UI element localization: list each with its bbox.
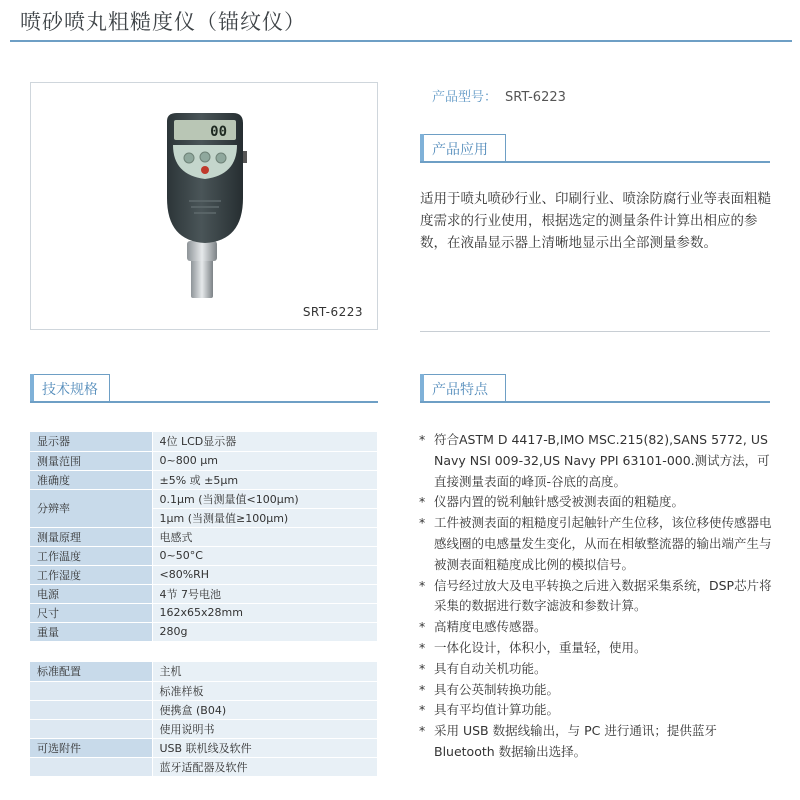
config-item: USB 联机线及软件 (152, 738, 378, 757)
table-row (30, 700, 378, 719)
list-item: * 高精度电感传感器。 (418, 617, 778, 638)
config-item: 主机 (152, 662, 378, 681)
roughness-tester-image (31, 83, 379, 331)
table-row (30, 622, 378, 641)
section-heading-specs: 技术规格 (30, 374, 110, 402)
list-item: * 仪器内置的锐利触针感受被测表面的粗糙度。 (418, 492, 778, 513)
list-item: * 具有公英制转换功能。 (418, 680, 778, 701)
config-key: 可选附件 (30, 738, 152, 757)
list-item: * 工件被测表面的粗糙度引起触针产生位移，该位移使传感器电感线圈的电感量发生变化，从而在相敏整流器的输出端产生与被测表面粗糙度成比例的模拟信号。 (418, 513, 778, 575)
table-row (30, 681, 378, 700)
config-key-empty (30, 700, 152, 719)
table-row (30, 757, 378, 776)
config-item: 标准样板 (152, 681, 378, 700)
table-row (30, 489, 378, 508)
spec-value: ±5% 或 ±5μm (152, 470, 378, 489)
spec-value: 4节 7号电池 (152, 584, 378, 603)
table-row (30, 719, 378, 738)
spec-key: 尺寸 (30, 603, 152, 622)
model-value: SRT-6223 (505, 90, 566, 105)
spec-value: <80%RH (152, 565, 378, 584)
title-divider (10, 40, 792, 42)
page-title: 喷砂喷丸粗糙度仪（锚纹仪） (20, 10, 306, 34)
spec-key: 准确度 (30, 470, 152, 489)
section-rule-application (420, 161, 770, 163)
spec-value: 电感式 (152, 527, 378, 546)
spec-value: 162x65x28mm (152, 603, 378, 622)
spec-value: 4位 LCD显示器 (152, 432, 378, 451)
config-key: 标准配置 (30, 662, 152, 681)
table-row (30, 584, 378, 603)
table-row (30, 662, 378, 681)
model-label: 产品型号： (432, 90, 498, 105)
table-row (30, 470, 378, 489)
config-item: 便携盒 (B04) (152, 700, 378, 719)
application-text: 适用于喷丸喷砂行业、印刷行业、喷涂防腐行业等表面粗糙度需求的行业使用，根据选定的测量条件计算出相应的参数，在液晶显示器上清晰地显示出全部测量参数。 (420, 191, 771, 251)
config-key-empty (30, 757, 152, 776)
list-item: * 符合ASTM D 4417-B,IMO MSC.215(82),SANS 5772, US Navy NSI 009-32,US Navy PPI 63101-000.测试方法，可直接测量表面的峰顶-谷底的高度。 (418, 430, 778, 492)
list-item: * 一体化设计，体积小，重量轻，使用。 (418, 638, 778, 659)
section-heading-features: 产品特点 (420, 374, 506, 402)
list-item: * 采用 USB 数据线输出，与 PC 进行通讯；提供蓝牙 Bluetooth 数据输出选择。 (418, 721, 778, 763)
lcd-readout: 00 (210, 124, 227, 140)
spec-key: 重量 (30, 622, 152, 641)
config-item: 蓝牙适配器及软件 (152, 757, 378, 776)
spec-key: 工作温度 (30, 546, 152, 565)
spec-value: 0~50°C (152, 546, 378, 565)
spec-key: 测量原理 (30, 527, 152, 546)
image-caption: SRT-6223 (302, 305, 363, 319)
spec-key: 显示器 (30, 432, 152, 451)
config-key-empty (30, 719, 152, 738)
list-item: * 信号经过放大及电平转换之后进入数据采集系统，DSP芯片将采集的数据进行数字滤波和参数计算。 (418, 576, 778, 618)
divider (420, 331, 770, 332)
section-rule-specs (30, 401, 378, 403)
table-row (30, 565, 378, 584)
spec-key: 电源 (30, 584, 152, 603)
list-item: * 具有自动关机功能。 (418, 659, 778, 680)
features-list (418, 430, 778, 763)
config-table (30, 662, 378, 777)
table-row (30, 432, 378, 451)
config-key-empty (30, 681, 152, 700)
spec-value: 0.1μm (当测量值<100μm) (152, 489, 378, 508)
table-row (30, 451, 378, 470)
list-item: * 具有平均值计算功能。 (418, 700, 778, 721)
table-row (30, 527, 378, 546)
spec-key: 分辨率 (30, 489, 152, 527)
model-line (432, 86, 566, 105)
spec-value: 1μm (当测量值≥100μm) (152, 508, 378, 527)
spec-key: 测量范围 (30, 451, 152, 470)
table-row (30, 546, 378, 565)
config-item: 使用说明书 (152, 719, 378, 738)
section-heading-application: 产品应用 (420, 134, 506, 162)
table-row (30, 738, 378, 757)
specs-table (30, 432, 378, 642)
section-rule-features (420, 401, 770, 403)
table-row (30, 603, 378, 622)
spec-value: 280g (152, 622, 378, 641)
spec-key: 工作湿度 (30, 565, 152, 584)
spec-value: 0~800 μm (152, 451, 378, 470)
product-image-frame (30, 82, 378, 330)
